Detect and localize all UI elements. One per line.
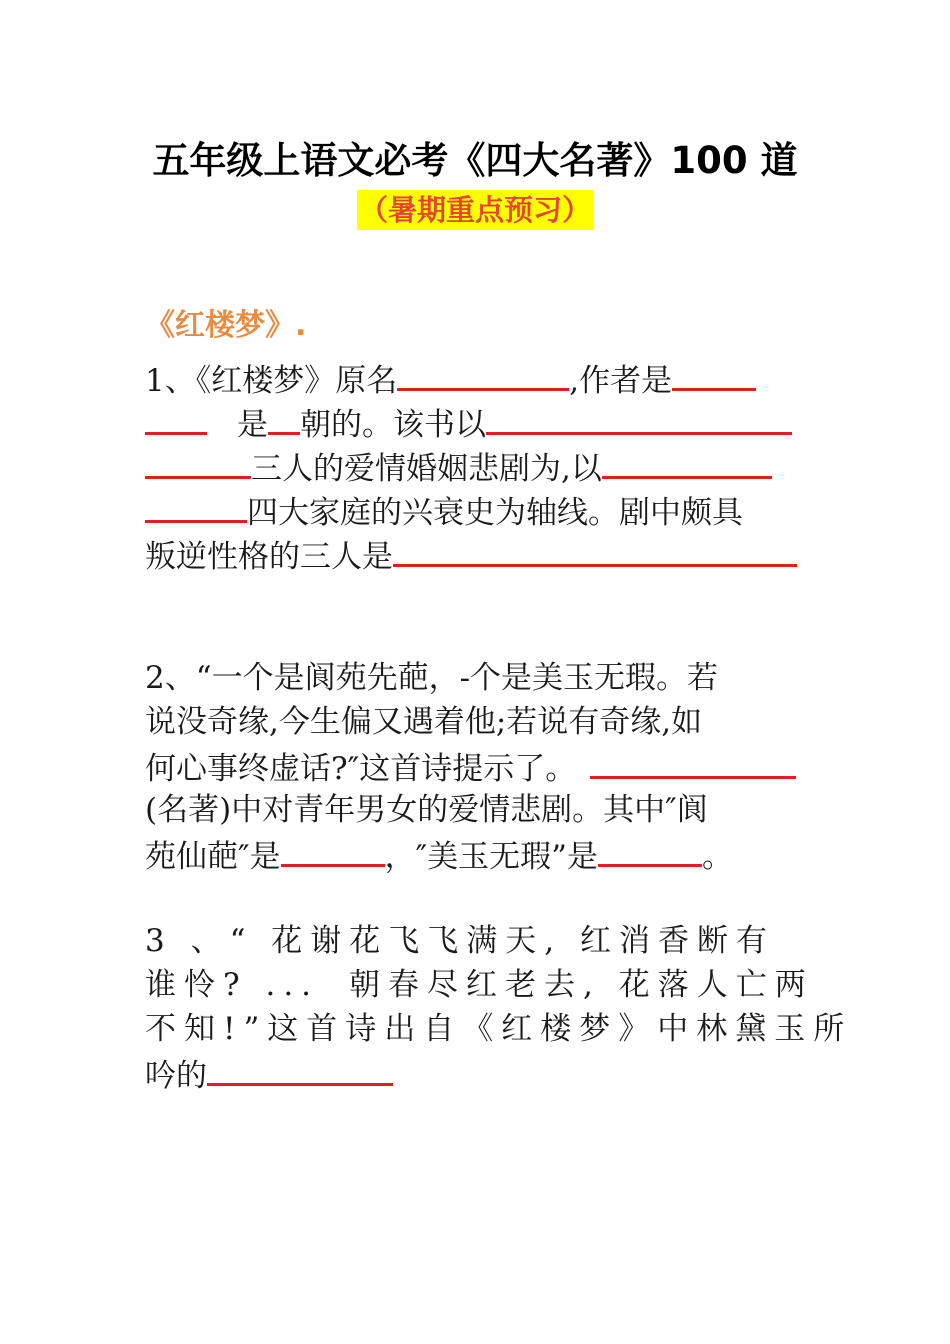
answer-blank[interactable] xyxy=(145,488,247,523)
answer-blank[interactable] xyxy=(281,832,385,867)
q2-line-4: (名著)中对青年男女的爱情悲剧。其中″阆 xyxy=(145,792,708,828)
q1-text: 三人的爱情婚姻悲剧为,以 xyxy=(251,451,602,487)
q2-text: 。 xyxy=(702,839,734,875)
q2-text: ，″美玉无瑕”是 xyxy=(384,839,599,875)
q1-line-1 xyxy=(145,356,756,403)
q1-text: 叛逆性格的三人是 xyxy=(145,539,393,575)
answer-blank[interactable] xyxy=(145,444,251,479)
answer-blank[interactable] xyxy=(486,400,792,435)
q1-line-5 xyxy=(145,532,797,579)
q1-line-4 xyxy=(145,488,743,535)
page-title: 五年级上语文必考《四大名著》100 道 xyxy=(152,139,798,182)
answer-blank[interactable] xyxy=(672,356,756,391)
q3-line-2 xyxy=(145,963,814,1007)
q1-text: 是 xyxy=(237,407,268,443)
answer-blank[interactable] xyxy=(145,400,207,435)
q2-text: 苑仙葩″是 xyxy=(145,839,281,875)
answer-blank[interactable] xyxy=(268,400,300,435)
section-heading: 《红楼梦》. xyxy=(145,308,307,343)
answer-blank[interactable] xyxy=(598,832,702,867)
q3-text: 吟的 xyxy=(145,1058,207,1094)
q1-text: ,作者是 xyxy=(569,363,673,399)
answer-blank[interactable] xyxy=(590,744,796,779)
q1-line-2 xyxy=(145,400,792,447)
q1-text: 四大家庭的兴衰史为轴线。剧中颇具 xyxy=(247,495,743,531)
q2-line-5 xyxy=(145,832,733,879)
q3-text: 谁怜? ... xyxy=(145,967,320,1003)
q1-text: 朝的。该书以 xyxy=(300,407,486,443)
answer-blank[interactable] xyxy=(397,356,569,391)
q2-line-2: 说没奇缘,今生偏又遇着他;若说有奇缘,如 xyxy=(145,704,703,740)
subtitle-container xyxy=(0,190,950,230)
q1-text: 1、《红楼梦》原名 xyxy=(145,363,398,399)
answer-blank[interactable] xyxy=(602,444,772,479)
subtitle-highlight: （暑期重点预习） xyxy=(357,190,593,230)
q2-line-1: 2、“一个是阆苑先葩，-个是美玉无瑕。若 xyxy=(145,660,719,696)
answer-blank[interactable] xyxy=(207,1051,393,1086)
q3-line-1: 3 、“ 花谢花飞飞满天, 红消香断有 xyxy=(145,923,775,959)
q1-line-3 xyxy=(145,444,772,491)
q3-line-3: 不知!”这首诗出自《红楼梦》中林黛玉所 xyxy=(145,1011,853,1047)
q3-line-4 xyxy=(145,1051,393,1098)
answer-blank[interactable] xyxy=(393,532,797,567)
q3-text: 朝春尽红老去, 花落人亡两 xyxy=(349,967,814,1003)
q2-line-3 xyxy=(145,744,796,791)
q2-text: 何心事终虚话?″这首诗提示了。 xyxy=(145,751,577,787)
